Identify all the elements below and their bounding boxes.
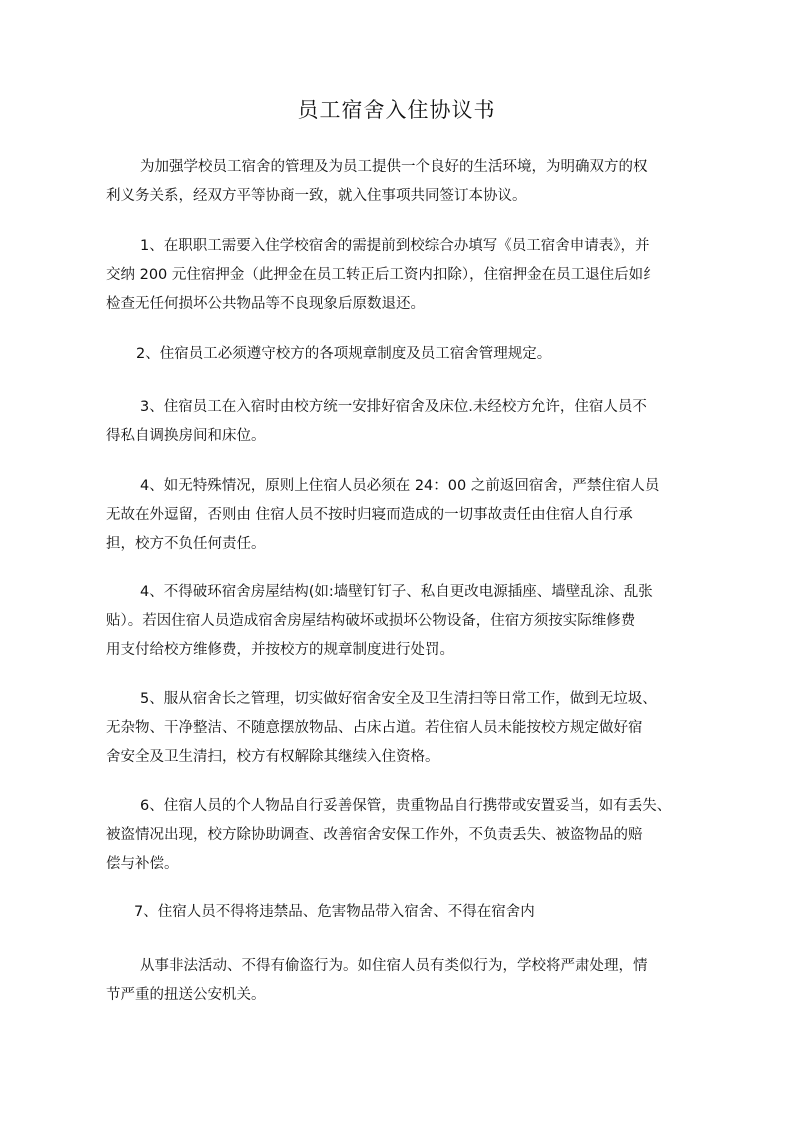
paragraph-line: 利义务关系，经双方平等协商一致，就入住事项共同签订本协议。 xyxy=(106,188,527,204)
paragraph-line: 4、如无特殊情况，原则上住宿人员必须在 24：00 之前返回宿舍，严禁住宿人员 xyxy=(140,478,660,494)
paragraph-clause-3 xyxy=(106,393,701,451)
paragraph-line: 为加强学校员工宿舍的管理及为员工提供一个良好的生活环境，为明确双方的权 xyxy=(140,159,648,175)
paragraph-line: 得私自调换房间和床位。 xyxy=(106,428,266,444)
paragraph-clause-7 xyxy=(106,898,701,927)
paragraph-line: 交纳 200 元住宿押金（此押金在员工转正后工资内扣除），住宿押金在员工退住后如纟 xyxy=(106,267,658,283)
paragraph-clause-6 xyxy=(106,792,701,879)
paragraph-line: 2、住宿员工必须遵守校方的各项规章制度及员工宿舍管理规定。 xyxy=(136,346,552,362)
paragraph-line: 贴）。若因住宿人员造成宿舍房屋结构破坏或损坏公物设备，住宿方须按实际维修费 xyxy=(106,613,636,629)
paragraph-line: 1、在职职工需要入住学校宿舍的需提前到校综合办填写《员工宿舍申请表》，并 xyxy=(140,238,650,254)
paragraph-line: 4、不得破环宿舍房屋结构(如:墙壁钉钉子、私自更改电源插座、墙壁乱涂、乱张 xyxy=(140,584,653,600)
paragraph-line: 7、住宿人员不得将违禁品、危害物品带入宿舍、不得在宿舍内 xyxy=(134,904,535,920)
paragraph-intro xyxy=(106,153,701,211)
paragraph-line: 担，校方不负任何责任。 xyxy=(106,536,266,552)
paragraph-line: 5、服从宿舍长之管理，切实做好宿舍安全及卫生清扫等日常工作，做到无垃圾、 xyxy=(140,691,657,707)
paragraph-line: 用支付给校方维修费，并按校方的规章制度进行处罚。 xyxy=(106,642,454,658)
paragraph-line: 检查无任何损坏公共物品等不良现象后原数退还。 xyxy=(106,296,425,312)
paragraph-line: 3、住宿员工在入宿时由校方统一安排好宿舍及床位.未经校方允许，住宿人员不 xyxy=(140,399,647,415)
paragraph-line: 偿与补偿。 xyxy=(106,856,179,872)
paragraph-line: 节严重的扭送公安机关。 xyxy=(106,987,266,1003)
paragraph-line: 6、住宿人员的个人物品自行妥善保管，贵重物品自行携带或安置妥当，如有丢失、 xyxy=(140,798,672,814)
paragraph-clause-1 xyxy=(106,232,701,319)
document-title: 员工宿舍入住协议书 xyxy=(297,98,496,122)
paragraph-clause-2 xyxy=(106,340,701,369)
paragraph-line: 无杂物、干净整洁、不随意摆放物品、占床占道。若住宿人员未能按校方规定做好宿 xyxy=(106,720,643,736)
paragraph-clause-5 xyxy=(106,685,701,772)
paragraph-line: 从事非法活动、不得有偷盗行为。如住宿人员有类似行为，学校将严肃处理，情 xyxy=(140,958,648,974)
paragraph-clause-4b xyxy=(106,578,701,665)
paragraph-clause-7-continued xyxy=(106,952,701,1010)
paragraph-line: 被盗情况出现，校方除协助调查、改善宿舍安保工作外，不负责丢失、被盗物品的赔 xyxy=(106,827,643,843)
paragraph-line: 无故在外逗留，否则由 住宿人员不按时归寝而造成的一切事故责任由住宿人自行承 xyxy=(106,507,633,523)
paragraph-clause-4a xyxy=(106,472,701,559)
paragraph-line: 舍安全及卫生清扫，校方有权解除其继续入住资格。 xyxy=(106,749,440,765)
